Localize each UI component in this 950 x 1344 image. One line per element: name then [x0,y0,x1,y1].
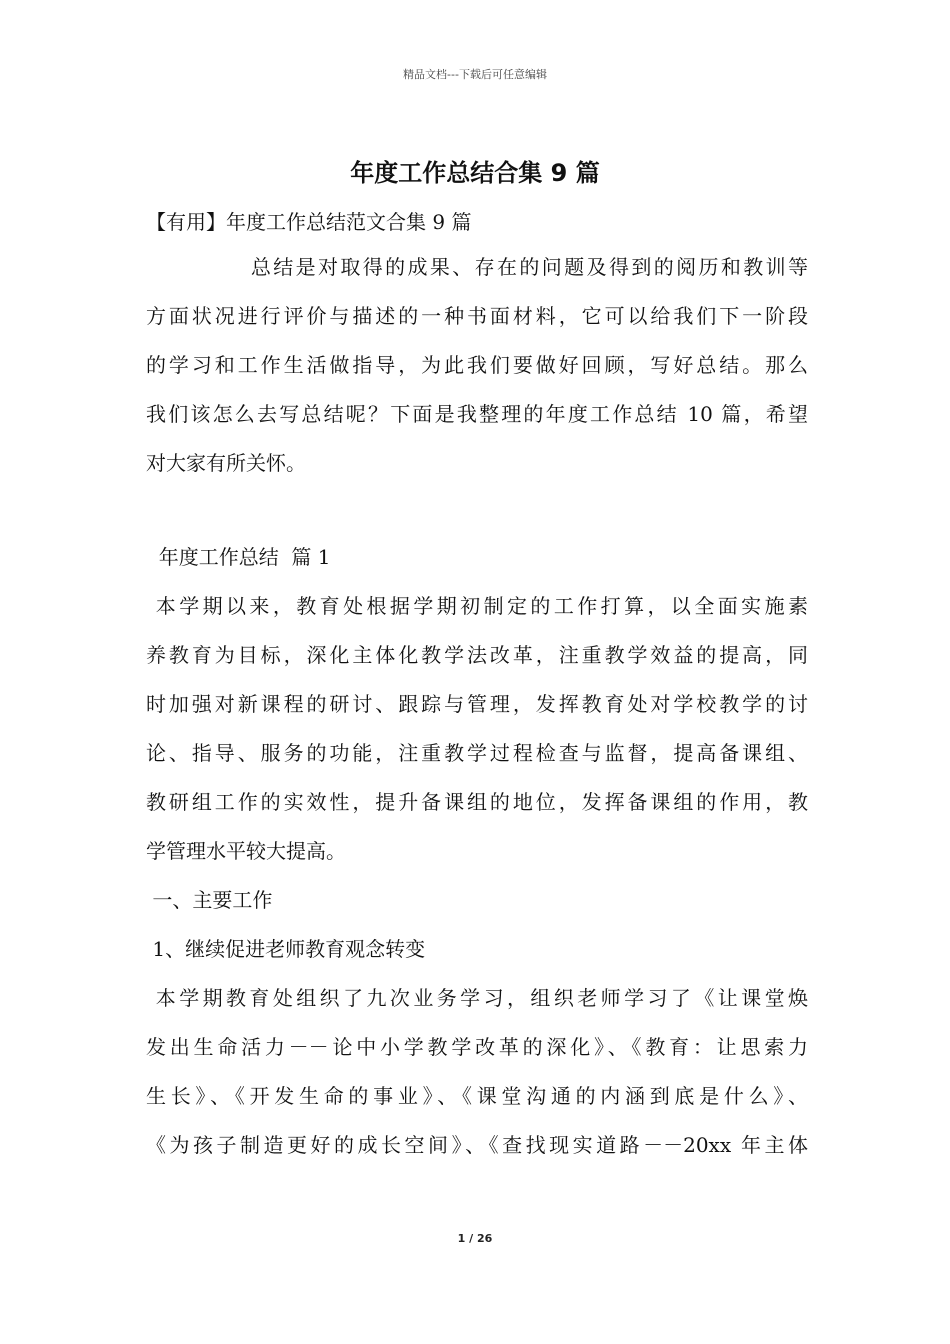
document-subtitle: 【有用】年度工作总结范文合集 9 篇 [146,210,472,234]
document-title: 年度工作总结合集 9 篇 [350,159,600,187]
intro-line: 对大家有所关怀。 [146,451,306,475]
paragraph-line: 《为孩子制造更好的成长空间》、《查找现实道路－－20xx 年主体 [146,1133,808,1157]
paragraph-line: 教研组工作的实效性，提升备课组的地位，发挥备课组的作用，教 [146,790,808,814]
paragraph-line: 养教育为目标，深化主体化教学法改革，注重教学效益的提高，同 [146,643,808,667]
paragraph-line: 论、指导、服务的功能，注重教学过程检查与监督，提高备课组、 [146,741,808,765]
paragraph-line: 发出生命活力－－论中小学教学改革的深化》、《教育：让思索力 [146,1035,808,1059]
paragraph-gap [146,492,808,537]
intro-line: 的学习和工作生活做指导，为此我们要做好回顾，写好总结。那么 [146,353,808,377]
heading-main-work: 一、主要工作 [146,888,273,912]
section-title: 年度工作总结 篇 1 [146,545,331,569]
intro-line: 方面状况进行评价与描述的一种书面材料，它可以给我们下一阶段 [146,304,808,328]
intro-line: 总结是对取得的成果、存在的问题及得到的阅历和教训等 [146,255,808,279]
paragraph-line: 本学期教育处组织了九次业务学习，组织老师学习了《让课堂焕 [146,986,808,1010]
page-number: 1 / 26 [457,1232,493,1245]
paragraph-line: 学管理水平较大提高。 [146,839,346,863]
intro-line: 我们该怎么去写总结呢？下面是我整理的年度工作总结 10 篇，希望 [146,402,808,426]
page-header: 精品文档---下载后可任意编辑 [403,68,547,81]
document-body [146,202,808,1174]
heading-item-1: 1、继续促进老师教育观念转变 [146,937,426,961]
paragraph-line: 时加强对新课程的研讨、跟踪与管理，发挥教育处对学校教学的讨 [146,692,808,716]
paragraph-line: 本学期以来，教育处根据学期初制定的工作打算，以全面实施素 [146,594,808,618]
paragraph-line: 生长》、《开发生命的事业》、《课堂沟通的内涵到底是什么》、 [146,1084,808,1108]
